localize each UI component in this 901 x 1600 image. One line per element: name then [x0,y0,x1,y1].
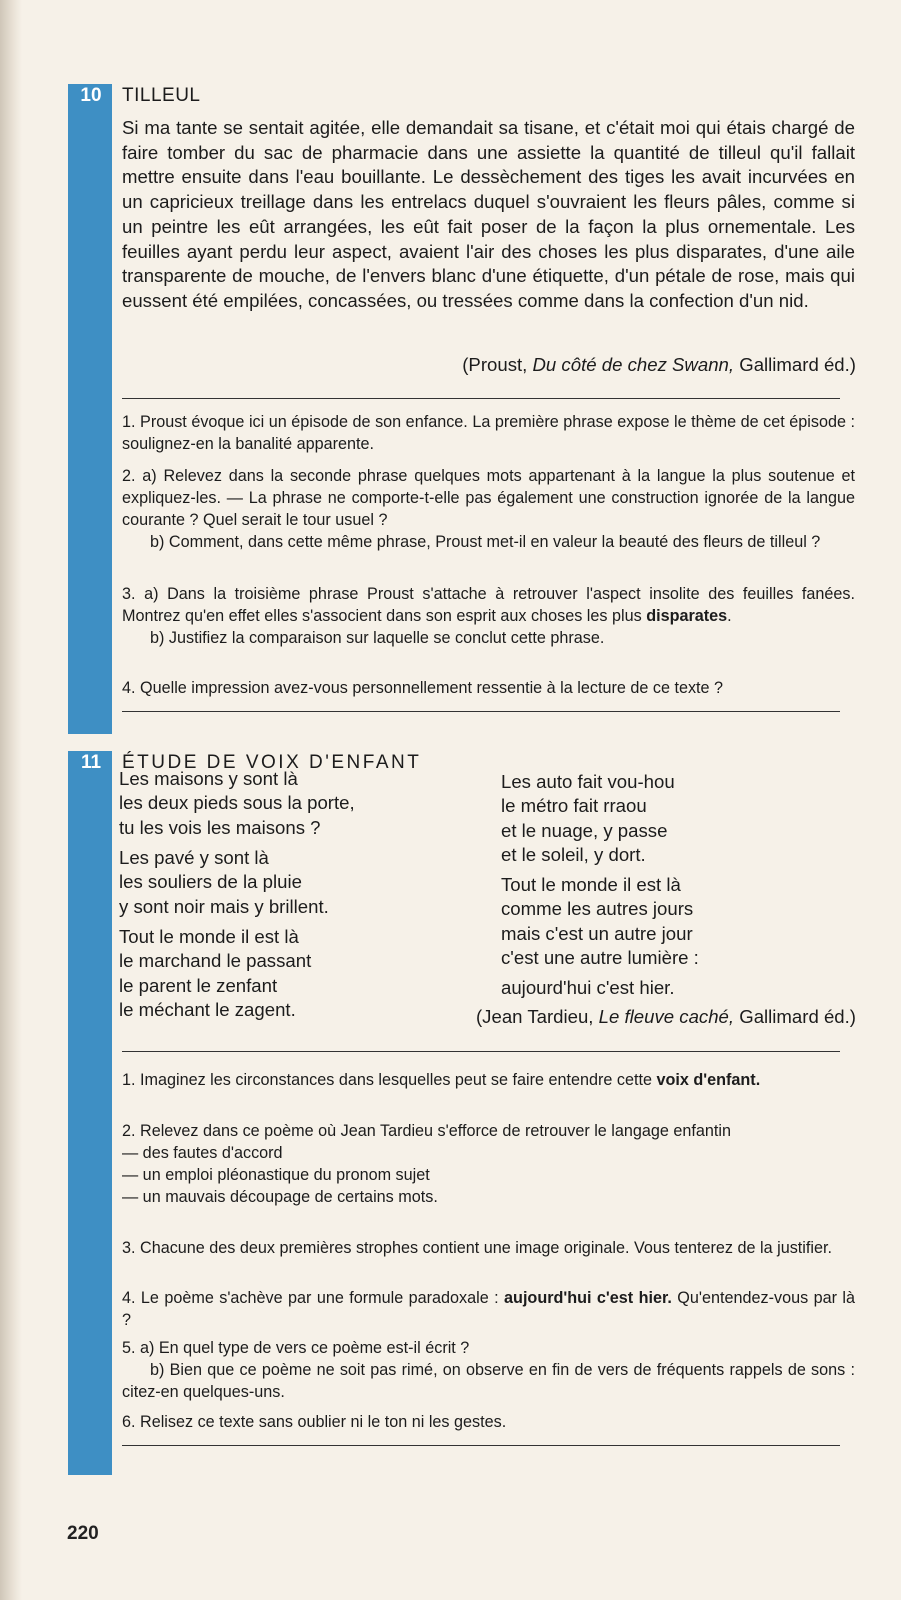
poem-stanza-6 [501,976,675,1000]
question-2-item: — des fautes d'accord [122,1144,283,1162]
poem-line: Tout le monde il est là [119,926,299,947]
exercise-10-text: Si ma tante se sentait agitée, elle demandait sa tisane, et c'était moi qui étais chargé de faire tomber du sac de pharmacie dans une assiette la quantité de tilleul qu'il fallait mettre ensuite dans l'eau bouillante. Le dessèchement des tiges les avait incurvées en un capricieux treillage dans les entrelacs duquel s'ouvraient les fleurs pâles, comme si un peintre les eût arrangées, les eût fait poser de la façon la plus ornementale. Les feuilles ayant perdu leur aspect, avaient l'air des choses les plus disparates, d'une aile transparente de mouche, de l'envers blanc d'une étiquette, d'un pétale de rose, mais qui eussent été empilées, concassées, ou tressées comme dans la confection d'un nid. [122,117,855,311]
question-2a: 2. a) Relevez dans la seconde phrase quelques mots appartenant à la langue la plus soutenue et expliquez-les. — La phrase ne comporte-t-elle pas également une construction ignorée de la langue courante ? Quel serait le tour usuel ? [122,467,855,529]
source-publisher: Gallimard éd.) [734,1006,856,1027]
question-1-bold: voix d'enfant. [656,1071,761,1089]
page-number: 220 [67,1523,99,1544]
question-2-item: — un mauvais découpage de certains mots. [122,1188,438,1206]
poem-line: Tout le monde il est là [501,874,681,895]
exercise-10-question-2 [122,465,855,553]
exercise-11-source [476,1005,856,1029]
source-title: Du côté de chez Swann, [532,354,735,375]
exercise-11-question-5 [122,1337,855,1403]
source-publisher: Gallimard éd.) [734,354,856,375]
source-title: Le fleuve caché, [598,1006,735,1027]
poem-line: comme les autres jours [501,898,694,920]
poem-stanza-1 [119,767,355,840]
question-3b: b) Justifiez la comparaison sur laquelle se conclut cette phrase. [150,629,605,647]
poem-line: et le nuage, y passe [501,819,668,841]
exercise-10-question-1: 1. Proust évoque ici un épisode de son enfance. La première phrase expose le thème de cet épisode : soulignez-en la banalité apparente. [122,413,855,453]
exercise-10-question-3 [122,583,855,649]
question-2-text: 2. Relevez dans ce poème où Jean Tardieu s'efforce de retrouver le langage enfantin [122,1122,732,1140]
exercise-10-color-bar [68,84,112,734]
poem-line: y sont noir mais y brillent. [119,895,329,917]
poem-line: le métro fait rraou [501,795,647,817]
exercise-10-title: TILLEUL [122,85,201,106]
exercise-11-color-bar [68,751,112,1475]
divider-rule [122,1445,840,1446]
question-3a-end: . [727,607,732,625]
poem-line: et le soleil, y dort. [501,844,646,866]
poem-stanza-2 [119,846,329,919]
poem-stanza-5 [501,873,699,971]
poem-line: les deux pieds sous la porte, [119,792,355,814]
exercise-10-source [462,353,856,377]
poem-line: le parent le zenfant [119,974,278,996]
question-1-text: 1. Imaginez les circonstances dans lesquelles peut se faire entendre cette [122,1071,657,1089]
source-author: (Jean Tardieu, [475,1006,599,1027]
question-5b: b) Bien que ce poème ne soit pas rimé, on observe en fin de vers de fréquents rappels de sons : citez-en quelques-uns. [122,1361,855,1401]
exercise-10-question-4: 4. Quelle impression avez-vous personnellement ressentie à la lecture de ce texte ? [122,679,724,697]
poem-line: Les pavé y sont là [119,847,269,868]
page-binding-shadow [0,0,22,1600]
question-4-end: Qu'entendez-vous par là ? [122,1289,855,1329]
exercise-11-question-6: 6. Relisez ce texte sans oublier ni le ton ni les gestes. [122,1413,507,1431]
exercise-11-title: ÉTUDE DE VOIX D'ENFANT [122,752,422,773]
poem-stanza-4 [501,770,675,868]
divider-rule [122,1051,840,1052]
question-3a: 3. a) Dans la troisième phrase Proust s'attache à retrouver l'aspect insolite des feuilles fanées. Montrez qu'en effet elles s'associent dans son esprit aux choses les plus [122,585,855,625]
question-4-bold: aujourd'hui c'est hier. [504,1289,672,1307]
exercise-11-number: 11 [80,752,102,773]
poem-line: mais c'est un autre jour [501,922,693,944]
poem-stanza-3 [119,925,311,1023]
poem-line: c'est une autre lumière : [501,947,699,969]
question-2-item: — un emploi pléonastique du pronom sujet [122,1166,430,1184]
poem-line: Les auto fait vou-hou [501,771,675,792]
question-3a-bold: disparates [646,607,728,625]
question-2b: b) Comment, dans cette même phrase, Proust met-il en valeur la beauté des fleurs de tilleul ? [150,533,821,551]
question-5a: 5. a) En quel type de vers ce poème est-il écrit ? [122,1339,470,1357]
poem-line: le marchand le passant [119,950,312,972]
poem-line: tu les vois les maisons ? [119,816,321,838]
source-author: (Proust, [462,354,533,375]
poem-line: les souliers de la pluie [119,871,302,893]
poem-line: le méchant le zagent. [119,999,296,1021]
exercise-11-question-4 [122,1287,855,1331]
divider-rule [122,398,840,399]
exercise-11-question-1 [122,1069,855,1091]
poem-line: Les maisons y sont là [119,768,298,789]
poem-line: aujourd'hui c'est hier. [501,977,675,998]
exercise-11-question-2 [122,1120,855,1208]
divider-rule [122,711,840,712]
question-4-text: 4. Le poème s'achève par une formule paradoxale : [122,1289,505,1307]
exercise-11-question-3: 3. Chacune des deux premières strophes contient une image originale. Vous tenterez de la justifier. [122,1239,832,1257]
exercise-10-number: 10 [80,85,102,106]
